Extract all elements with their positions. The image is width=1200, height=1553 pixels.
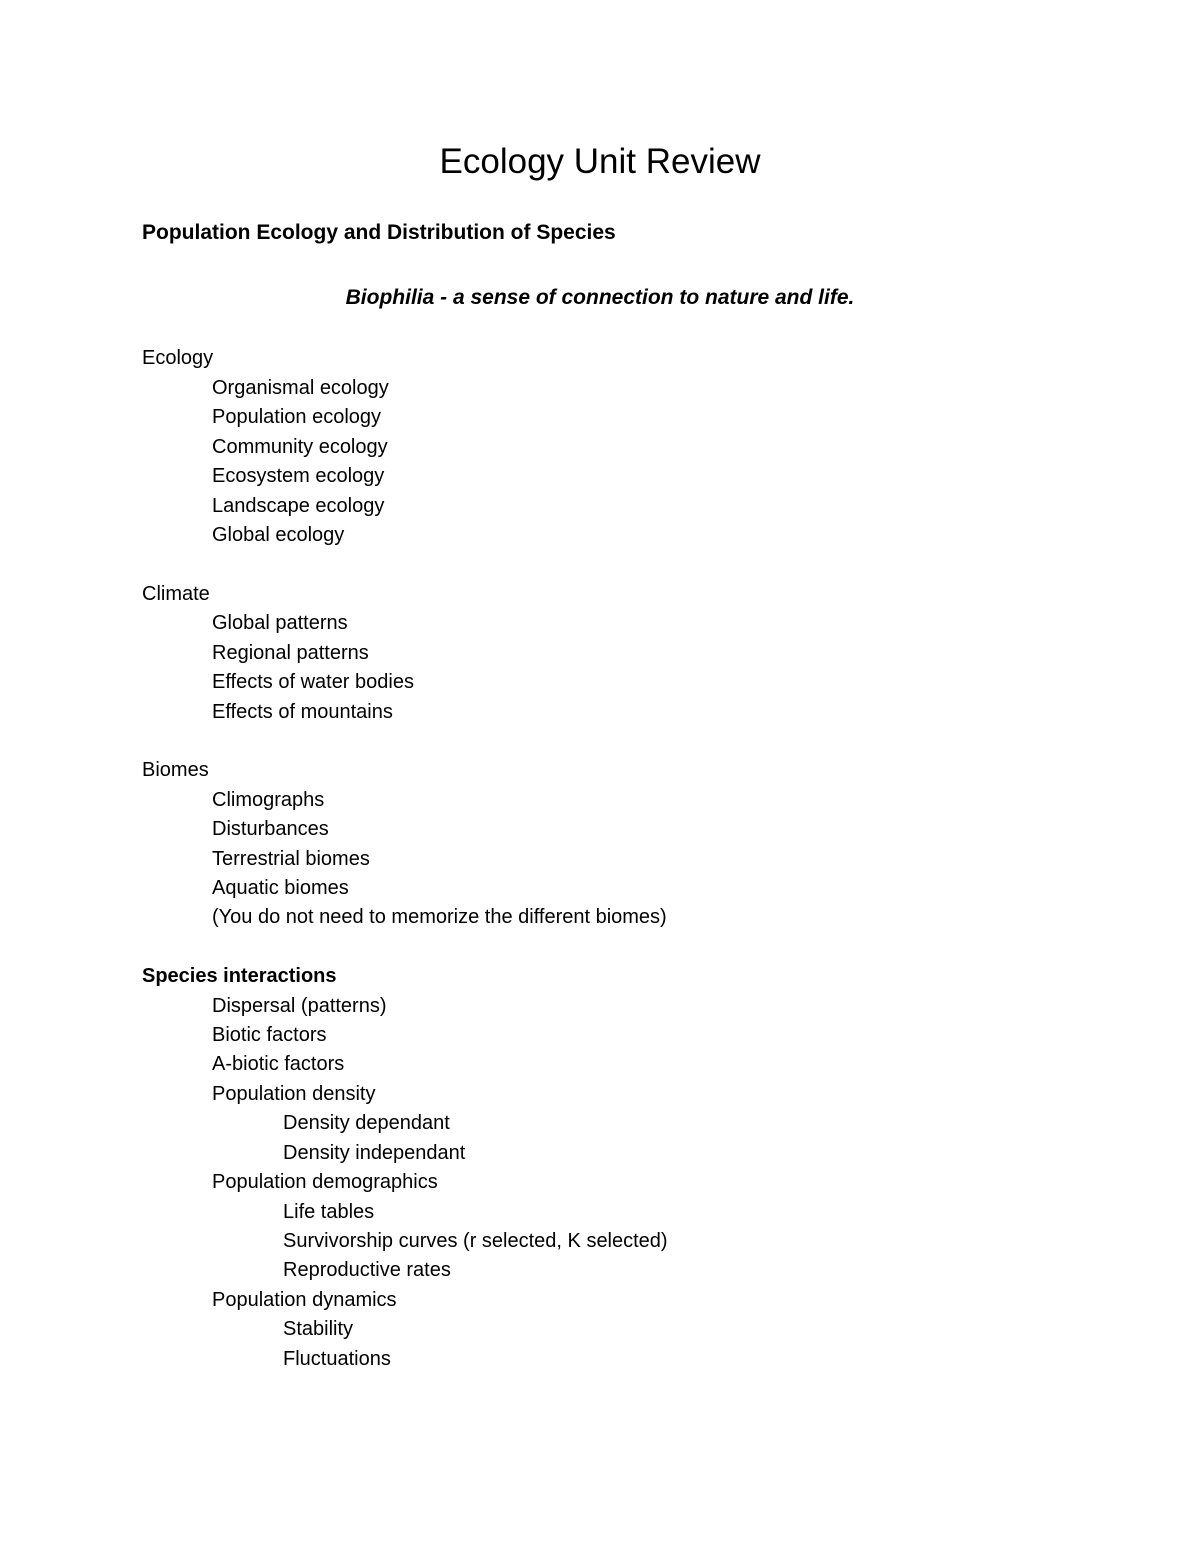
list-item: Effects of mountains xyxy=(212,701,393,723)
list-item: A-biotic factors xyxy=(212,1053,345,1075)
list-item: Global ecology xyxy=(212,524,345,546)
list-item: Dispersal (patterns) xyxy=(212,995,387,1017)
sub-list-item: Fluctuations xyxy=(283,1348,391,1370)
biophilia-quote: Biophilia - a sense of connection to nature and life. xyxy=(345,286,855,309)
list-item: Disturbances xyxy=(212,818,329,840)
sub-list-item: Reproductive rates xyxy=(283,1259,451,1281)
list-item: Global patterns xyxy=(212,612,348,634)
list-item: Ecosystem ecology xyxy=(212,465,385,487)
section-heading-biomes: Biomes xyxy=(142,759,209,781)
list-item: Climographs xyxy=(212,789,325,811)
sub-list-item: Density dependant xyxy=(283,1112,450,1134)
list-item: Population density xyxy=(212,1083,376,1105)
section-heading-species-interactions: Species interactions xyxy=(142,965,337,987)
list-item: Terrestrial biomes xyxy=(212,848,370,870)
list-item: Population demographics xyxy=(212,1171,438,1193)
biomes-note: (You do not need to memorize the different biomes) xyxy=(212,906,667,928)
list-item: Community ecology xyxy=(212,436,388,458)
list-item: Landscape ecology xyxy=(212,495,385,517)
section-heading-climate: Climate xyxy=(142,583,210,605)
document-title: Ecology Unit Review xyxy=(439,142,761,181)
document-subtitle: Population Ecology and Distribution of Species xyxy=(142,221,616,244)
sub-list-item: Density independant xyxy=(283,1142,466,1164)
sub-list-item: Stability xyxy=(283,1318,354,1340)
list-item: Aquatic biomes xyxy=(212,877,349,899)
list-item: Population dynamics xyxy=(212,1289,397,1311)
list-item: Regional patterns xyxy=(212,642,369,664)
sub-list-item: Survivorship curves (r selected, K selected) xyxy=(283,1230,668,1252)
list-item: Biotic factors xyxy=(212,1024,327,1046)
sub-list-item: Life tables xyxy=(283,1201,375,1223)
list-item: Population ecology xyxy=(212,406,382,428)
section-heading-ecology: Ecology xyxy=(142,347,214,369)
list-item: Organismal ecology xyxy=(212,377,389,399)
list-item: Effects of water bodies xyxy=(212,671,414,693)
